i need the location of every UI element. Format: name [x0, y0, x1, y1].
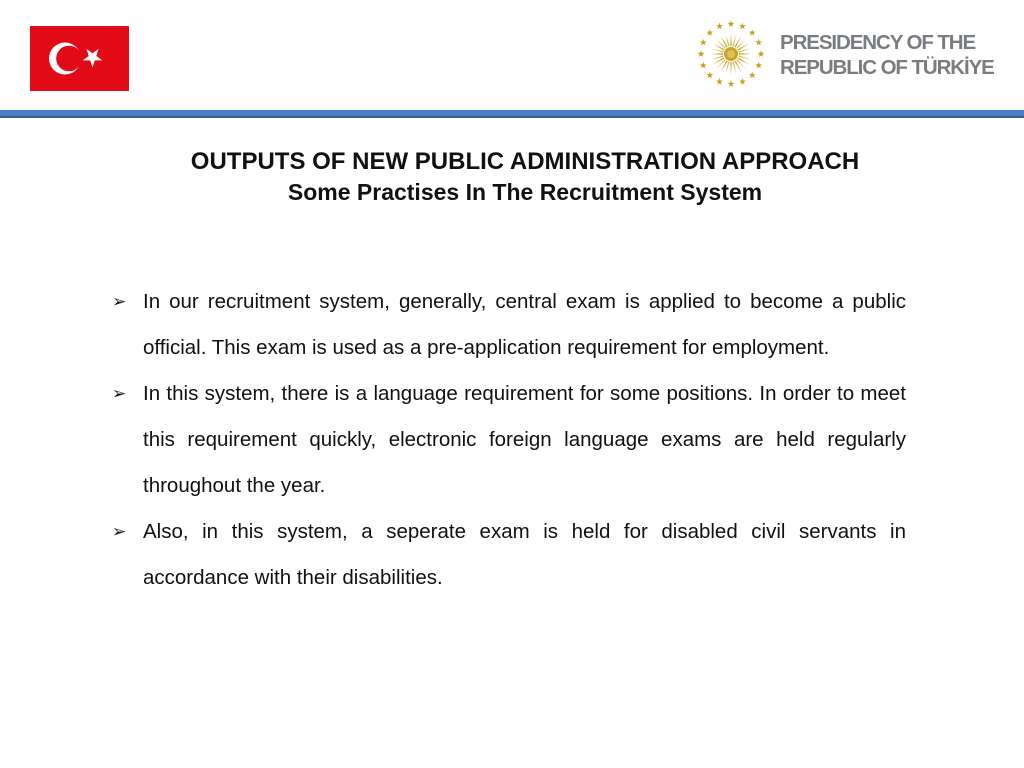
bullet-item: [110, 509, 906, 601]
seal-ray: [716, 39, 726, 49]
seal-ray: [730, 33, 731, 46]
presidential-seal-icon: [696, 19, 766, 89]
seal-ray: [730, 62, 731, 75]
seal-ray: [710, 53, 723, 54]
seal-star: [706, 72, 713, 79]
bullet-text: Also, in this system, a seperate exam is held for disabled civil servants in accordance with their disabilities.: [143, 520, 906, 589]
seal-star: [706, 29, 713, 36]
seal-star: [758, 50, 765, 57]
bullet-text: In our recruitment system, generally, central exam is applied to become a public official. This exam is used as a pre-application requirement for employment.: [143, 290, 906, 359]
seal-ray: [736, 39, 746, 49]
slide-title: [0, 146, 1024, 208]
org-name: [780, 30, 1010, 80]
seal-star: [749, 72, 756, 79]
turkish-flag-icon: [30, 26, 129, 91]
seal-star: [716, 23, 723, 30]
slide-title-main: OUTPUTS OF NEW PUBLIC ADMINISTRATION APPROACH: [190, 148, 860, 175]
bullet-item: [110, 279, 906, 371]
arrow-bullet-icon: ➢: [112, 522, 127, 541]
seal-star: [749, 29, 756, 36]
bullet-text: In this system, there is a language requirement for some positions. In order to meet this requirement quickly, electronic foreign language exams are held regularly throughout the year.: [143, 382, 906, 497]
seal-star: [739, 23, 746, 30]
bullet-item: [110, 371, 906, 509]
seal-ray: [739, 53, 752, 54]
seal-star: [728, 20, 735, 27]
org-name-line1: PRESIDENCY OF THE: [780, 31, 976, 54]
seal-star: [698, 50, 705, 57]
seal-star: [739, 78, 746, 85]
seal-star: [716, 78, 723, 85]
seal-star: [700, 39, 707, 46]
seal-ray: [736, 59, 746, 69]
arrow-bullet-icon: ➢: [112, 292, 127, 311]
seal-star: [755, 62, 762, 69]
seal-star: [728, 80, 735, 87]
seal-star: [700, 62, 707, 69]
org-name-line2: REPUBLIC OF TÜRKİYE: [780, 56, 994, 79]
seal-star: [755, 39, 762, 46]
bullet-list: [110, 279, 906, 601]
slide-title-sub: Some Practises In The Recruitment System: [287, 179, 763, 205]
header-divider-bar: [0, 110, 1024, 118]
arrow-bullet-icon: ➢: [112, 384, 127, 403]
seal-ray: [716, 59, 726, 69]
